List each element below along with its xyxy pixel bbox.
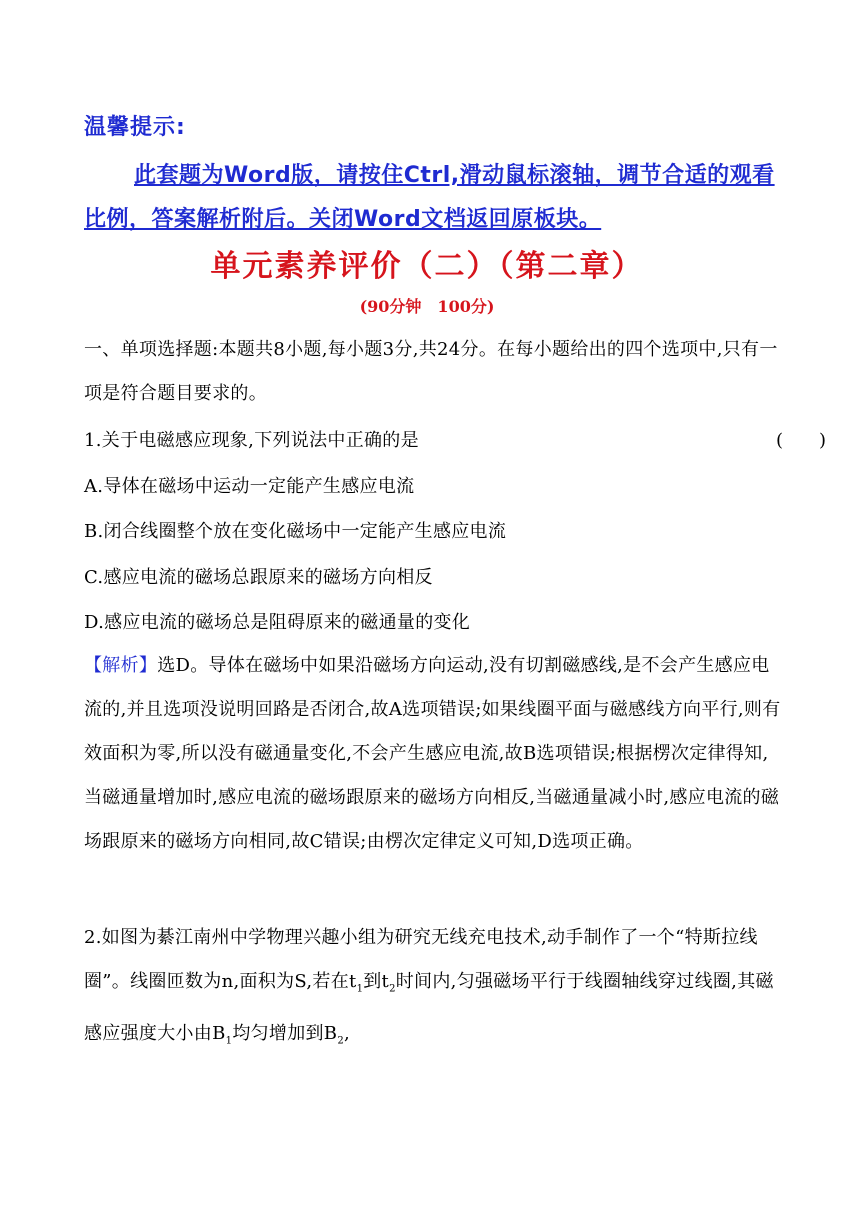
tip-body: 此套题为Word版，请按住Ctrl,滑动鼠标滚轴，调节合适的观看比例，答案解析附后。关闭Word文档返回原板块。 (84, 163, 775, 232)
option-d: D.感应电流的磁场总是阻碍原来的磁通量的变化 (84, 612, 471, 633)
analysis-block (84, 644, 784, 864)
q2-text-1: 2.如图为綦江南州中学物理兴趣小组为研究无线充电技术,动手制作了一个“特斯拉线圈”。线圈匝数为n,面积为S,若在t (84, 927, 758, 992)
b1-subscript: 1 (225, 1035, 233, 1047)
analysis-tag: 【解析】 (84, 655, 158, 676)
q2-text-2: 到t (363, 971, 390, 992)
section-intro: 一、单项选择题:本题共8小题,每小题3分,共24分。在每小题给出的四个选项中,只有一项是符合题目要求的。 (84, 339, 778, 404)
page-subtitle: (90分钟 100分) (359, 297, 495, 316)
question-1-stem: 1.关于电磁感应现象,下列说法中正确的是 (84, 430, 419, 451)
tip-title: 温馨提示: (84, 115, 186, 140)
q2-text-4: 均匀增加到B (232, 1022, 338, 1044)
analysis-text: 选D。导体在磁场中如果沿磁场方向运动,没有切割磁感线,是不会产生感应电流的,并且选项没说明回路是否闭合,故A选项错误;如果线圈平面与磁感线方向平行,则有效面积为零,所以没有磁通量变化,不会产生感应电流,故B选项错误;根据楞次定律得知,当磁通量增加时,感应电流的磁场跟原来的磁场方向相反,当磁通量减小时,感应电流的磁场跟原来的磁场方向相同,故C错误;由楞次定律定义可知,D选项正确。 (84, 655, 781, 852)
t1-subscript: 1 (356, 983, 364, 995)
option-c: C.感应电流的磁场总跟原来的磁场方向相反 (84, 567, 433, 588)
option-a: A.导体在磁场中运动一定能产生感应电流 (84, 476, 415, 497)
question-2-stem (84, 916, 784, 1063)
q2-text-3: 时间内,匀强磁场平行于线圈轴线穿过线圈,其磁感应强度大小由B (84, 971, 774, 1044)
option-b: B.闭合线圈整个放在变化磁场中一定能产生感应电流 (84, 521, 507, 542)
q2-text-5: , (344, 1022, 351, 1044)
answer-paren: ( ) (776, 430, 827, 451)
b2-subscript: 2 (337, 1035, 345, 1047)
t2-subscript: 2 (389, 983, 396, 995)
page-title: 单元素养评价（二）（第二章） (210, 249, 644, 284)
